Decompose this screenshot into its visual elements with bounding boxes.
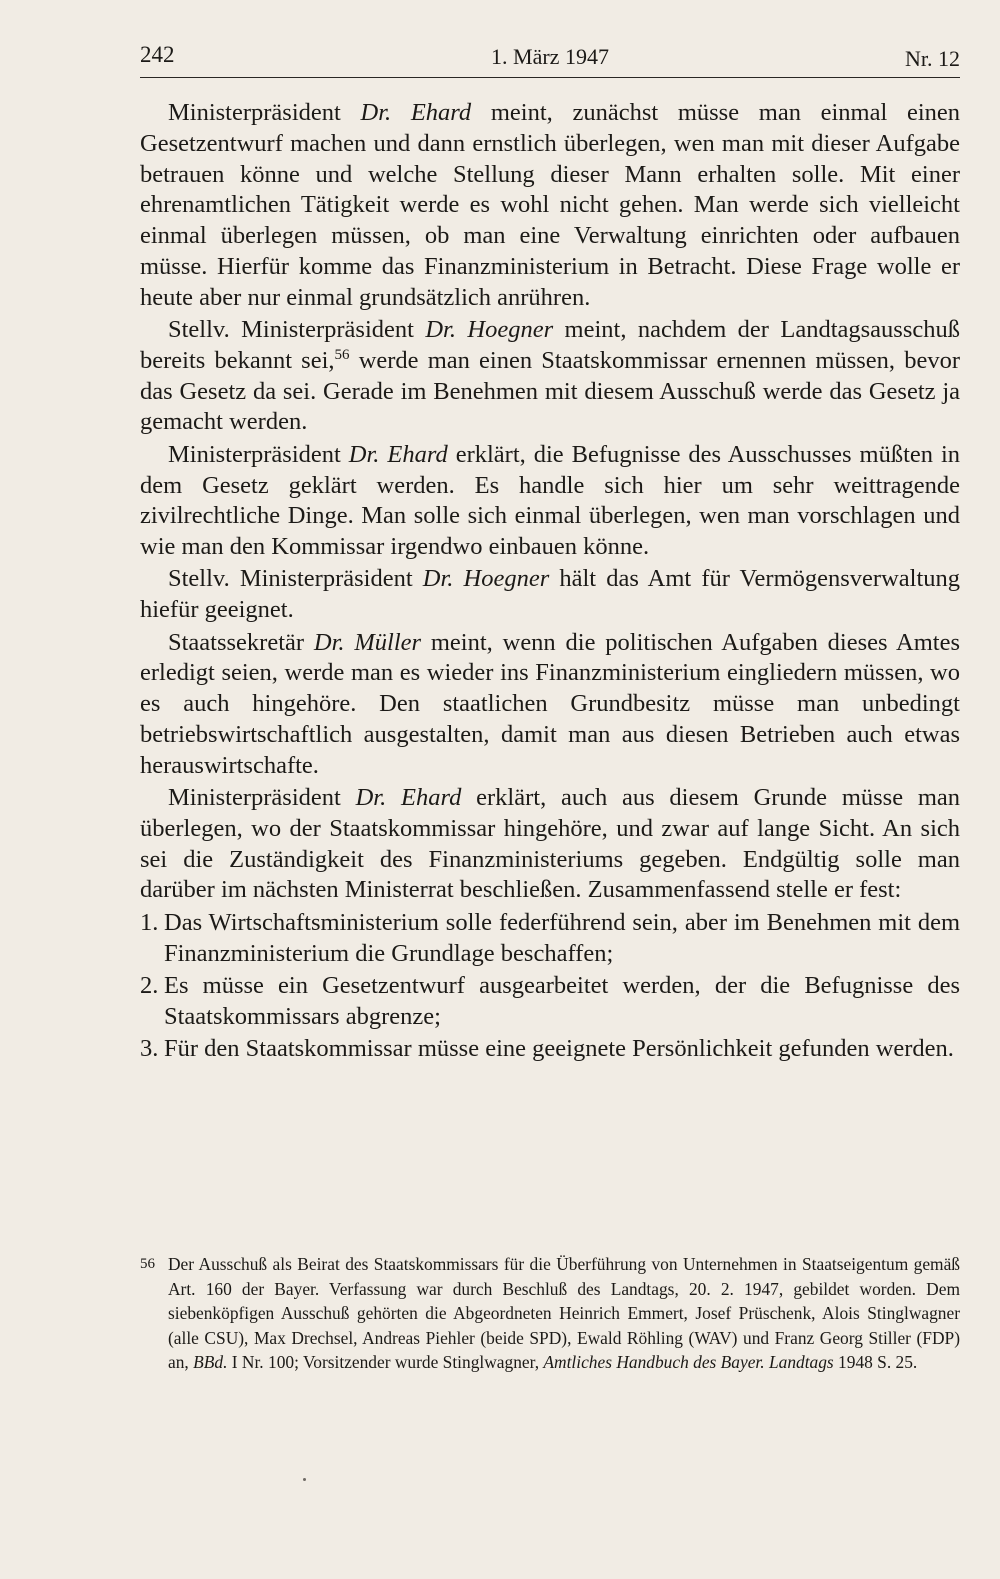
main-text (140, 98, 960, 1066)
paragraph: Ministerpräsident Dr. Ehard erklärt, die Befugnisse des Ausschusses müßten in dem Gesetz geklärt werden. Es handle sich hier um sehr weittragende zivilrechtliche Dinge. Man solle sich einmal überlegen, wen man vorschlagen und wie man den Kommissar irgendwo einbauen könne. (140, 440, 961, 561)
speaker-name: Ehard (401, 784, 462, 812)
speaker-name: Ehard (387, 440, 448, 468)
speaker-name: Müller (354, 628, 422, 656)
speaker-name: Ehard (410, 99, 472, 126)
footnote-number: 56 (140, 1256, 155, 1272)
speaker-name: Hoegner (463, 565, 550, 593)
speaker-name: Hoegner (467, 316, 554, 344)
paragraph: Stellv. Ministerpräsident Dr. Hoegner meint, nachdem der Landtagsausschuß bereits bekannt sei,$^{56}$ werde man einen Staatskommissar ernennen müssen, bevor das Gesetz da sei. Gerade im Benehmen mit diesem Ausschuß werde das Gesetz ja gemacht werden. (140, 316, 960, 436)
running-header (140, 42, 960, 74)
list-item: 3. Für den Staatskommissar müsse eine geeignete Persönlichkeit gefunden werden. (140, 1034, 954, 1062)
paragraph: Ministerpräsident Dr. Ehard meint, zunächst müsse man einmal einen Gesetzentwurf machen und dann ernstlich überlegen, wen man mit dieser Aufgabe betrauen könne und welche Stellung dieser Mann erhalten solle. Mit einer ehrenamtlichen Tätigkeit werde es wohl nicht gehen. Man werde sich vielleicht einmal überlegen müssen, ob man eine Verwaltung einrichten oder aufbauen müsse. Hierfür komme das Finanzministerium in Betracht. Diese Frage wolle er heute aber nur einmal grundsätzlich anrühren. (140, 99, 961, 311)
paragraph: Stellv. Ministerpräsident Dr. Hoegner hält das Amt für Vermögensverwaltung hiefür geeignet. (140, 565, 960, 624)
header-date: 1. März 1947 (491, 44, 609, 69)
header-rule (140, 77, 960, 78)
list-item: 2. Es müsse ein Gesetzentwurf ausgearbeitet werden, der die Befugnisse des Staatskommissars abgrenze; (140, 971, 960, 1030)
paper-speck (303, 1478, 306, 1481)
list-item: 1. Das Wirtschaftsministerium solle federführend sein, aber im Benehmen mit dem Finanzministerium die Grundlage beschaffen; (140, 908, 960, 967)
footnote (140, 1252, 960, 1375)
footnote-ref: 56 (334, 346, 350, 363)
paragraph: Ministerpräsident Dr. Ehard erklärt, auch aus diesem Grunde müsse man überlegen, wo der Staatskommissar hingehöre, und zwar auf lange Sicht. An sich sei die Zuständigkeit des Finanzministeriums gegeben. Endgültig solle man darüber im nächsten Ministerrat beschließen. Zusammenfassend stelle er fest: (140, 784, 961, 904)
document-number: Nr. 12 (905, 46, 960, 71)
paragraph: Staatssekretär Dr. Müller meint, wenn die politischen Aufgaben dieses Amtes erledigt seien, werde man es wieder ins Finanzministerium eingliedern müssen, wo es auch hingehöre. Den staatlichen Grundbesitz müsse man unbedingt betriebswirtschaftlich ausgestalten, damit man aus diesen Betrieben auch etwas herauswirtschafte. (140, 628, 960, 779)
footnote-text: Der Ausschuß als Beirat des Staatskommissars für die Überführung von Unternehmen in Staatseigentum gemäß Art. 160 der Bayer. Verfassung war durch Beschluß des Landtags, 20. 2. 1947, gebildet worden. Dem siebenköpfigen Ausschuß gehörten die Abgeordneten Heinrich Emmert, Josef Prüschenk, Alois Stinglwagner (alle CSU), Max Drechsel, Andreas Piehler (beide SPD), Ewald Röhling (WAV) und Franz Georg Stiller (FDP) an, BBd. I Nr. 100; Vorsitzender wurde Stinglwagner, Amtliches Handbuch des Bayer. Landtags 1948 S. 25. (168, 1254, 960, 1372)
page-number: 242 (140, 42, 175, 67)
